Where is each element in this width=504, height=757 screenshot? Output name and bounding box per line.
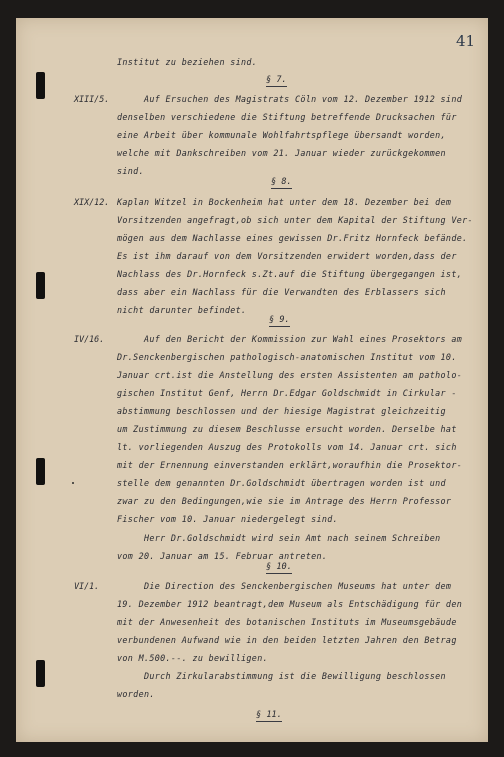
text-line: von M.500.--. zu bewilligen. xyxy=(117,653,268,663)
text-line: mit der Ernennung einverstanden erklärt,woraufhin die Prosektor- xyxy=(117,460,463,470)
text-line: stelle dem genannten Dr.Goldschmidt übertragen worden ist und xyxy=(117,478,446,488)
text-line: abstimmung beschlossen und der hiesige Magistrat gleichzeitig xyxy=(117,406,446,416)
text-line: sind. xyxy=(117,166,144,176)
document-page xyxy=(16,18,488,742)
text-line: mit der Anwesenheit des botanischen Instituts im Museumsgebäude xyxy=(117,617,457,627)
file-reference: XIII/5. xyxy=(74,94,110,104)
text-line: Vorsitzenden angefragt,ob sich unter dem Kapital der Stiftung Ver- xyxy=(117,215,473,225)
punch-hole xyxy=(36,660,45,687)
text-line: um Zustimmung zu diesem Beschlusse ersucht worden. Derselbe hat xyxy=(117,424,457,434)
file-reference: XIX/12. xyxy=(74,197,110,207)
section-heading: § 9. xyxy=(269,315,290,325)
text-line: Es ist ihm darauf von dem Vorsitzenden erwidert worden,dass der xyxy=(117,251,457,261)
text-line: dass aber ein Nachlass für die Verwandten des Erblassers sich xyxy=(117,287,446,297)
file-reference: VI/1. xyxy=(74,581,100,591)
page-number: 41 xyxy=(456,32,476,50)
text-line: Die Direction des Senckenbergischen Museums hat unter dem xyxy=(117,581,452,591)
text-line: nicht darunter befindet. xyxy=(117,305,247,315)
text-line: Januar crt.ist die Anstellung des ersten Assistenten am patholo- xyxy=(117,370,463,380)
text-line: worden. xyxy=(117,689,155,699)
text-line: 19. Dezember 1912 beantragt,dem Museum als Entschädigung für den xyxy=(117,599,463,609)
section-heading: § 8. xyxy=(271,177,292,187)
text-line: eine Arbeit über kommunale Wohlfahrtspflege übersandt worden, xyxy=(117,130,446,140)
text-line: Auf den Bericht der Kommission zur Wahl eines Prosektors am xyxy=(117,334,463,344)
file-reference: IV/16. xyxy=(74,334,105,344)
section-heading: § 11. xyxy=(256,710,282,720)
punch-hole xyxy=(36,272,45,299)
text-line: Herr Dr.Goldschmidt wird sein Amt nach seinem Schreiben xyxy=(117,533,441,543)
text-line: vom 20. Januar am 15. Februar antreten. xyxy=(117,551,328,561)
text-line: denselben verschiedene die Stiftung betreffende Drucksachen für xyxy=(117,112,457,122)
text-line: lt. vorliegenden Auszug des Protokolls vom 14. Januar crt. sich xyxy=(117,442,457,452)
text-line: Kaplan Witzel in Bockenheim hat unter dem 18. Dezember bei dem xyxy=(117,197,452,207)
text-line: Dr.Senckenbergischen pathologisch-anatomischen Institut vom 10. xyxy=(117,352,457,362)
text-line: mögen aus dem Nachlasse eines gewissen Dr.Fritz Hornfeck befände. xyxy=(117,233,468,243)
punch-hole xyxy=(36,72,45,99)
text-line: Nachlass des Dr.Hornfeck s.Zt.auf die Stiftung übergegangen ist, xyxy=(117,269,463,279)
text-line: Institut zu beziehen sind. xyxy=(117,57,258,67)
text-line: Fischer vom 10. Januar niedergelegt sind. xyxy=(117,514,339,524)
ink-dot xyxy=(72,482,74,484)
section-heading: § 10. xyxy=(266,562,292,572)
text-line: zwar zu den Bedingungen,wie sie im Antrage des Herrn Professor xyxy=(117,496,452,506)
text-line: Durch Zirkularabstimmung ist die Bewilligung beschlossen xyxy=(117,671,446,681)
text-line: gischen Institut Genf, Herrn Dr.Edgar Goldschmidt in Cirkular - xyxy=(117,388,457,398)
text-line: welche mit Dankschreiben vom 21. Januar wieder zurückgekommen xyxy=(117,148,446,158)
text-line: Auf Ersuchen des Magistrats Cöln vom 12. Dezember 1912 sind xyxy=(117,94,463,104)
section-heading: § 7. xyxy=(266,75,287,85)
text-line: verbundenen Aufwand wie in den beiden letzten Jahren den Betrag xyxy=(117,635,457,645)
punch-hole xyxy=(36,458,45,485)
